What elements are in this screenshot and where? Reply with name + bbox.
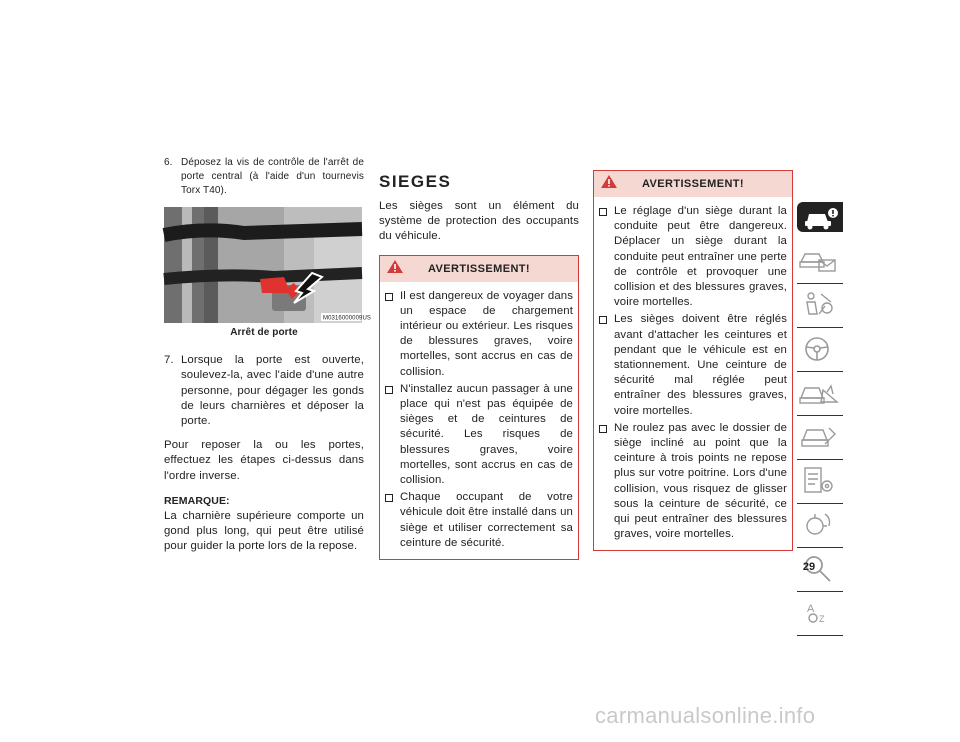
service-icon: [797, 416, 843, 458]
bullet-box-icon: [599, 316, 607, 324]
steering-wheel-icon: [797, 328, 843, 370]
warning-title: AVERTISSEMENT!: [428, 262, 530, 275]
warning-item-text: Il est dangereux de voyager dans un espace de chargement intérieur ou extérieur. Les risques de blessures graves, voire mortelles, sont accrus en cas de collision.: [400, 289, 573, 378]
collision-icon: [797, 372, 843, 414]
warning-box: [593, 170, 793, 551]
bullet-box-icon: [599, 208, 607, 216]
remark-text: La charnière supérieure comporte un gond plus long, qui peut être utilisé pour guider la porte lors de la repose.: [164, 510, 364, 553]
svg-text:A: A: [807, 603, 815, 615]
reinstall-paragraph: Pour reposer la ou les portes, effectuez les étapes ci-dessus dans l'ordre inverse.: [164, 439, 364, 482]
multimedia-icon: [797, 504, 843, 546]
warning-title: AVERTISSEMENT!: [642, 178, 744, 190]
warning-item: [385, 382, 573, 488]
warning-item-text: N'installez aucun passager à une place qui n'est pas équipée de sièges et de ceintures de sécurité. Les risques de blessures graves, voire mortelles, sont accrus en cas de collision.: [400, 382, 573, 487]
warning-list: [380, 282, 578, 559]
bullet-box-icon: [385, 293, 393, 301]
warning-item-text: Ne roulez pas avec le dossier de siège incliné au point que la ceinture à trois points ne repose plus sur votre poitrine. Lors d'une collision, vous risquez de glisser sous la ceinture de sécurité, ce qui peut entraîner des blessures graves, voire mortelles.: [614, 421, 787, 541]
airbag-icon: [797, 284, 843, 326]
warning-box: [379, 255, 579, 560]
tab-steering[interactable]: [797, 328, 843, 372]
step-6-number: 6.: [164, 157, 173, 168]
tab-collision[interactable]: [797, 372, 843, 416]
vehicle-info-icon: [797, 202, 843, 232]
door-stop-photo: [164, 207, 372, 323]
warning-item: [599, 204, 787, 310]
right-column: [593, 170, 793, 551]
door-stop-illustration: [164, 207, 372, 323]
tab-airbag[interactable]: [797, 284, 843, 328]
tab-messages[interactable]: [797, 240, 843, 284]
section-intro: Les sièges sont un élément du système de protection des occupants du véhicule.: [379, 200, 579, 243]
bullet-box-icon: [599, 425, 607, 433]
warning-header: [380, 256, 578, 282]
remark-title: REMARQUE:: [164, 494, 230, 507]
specifications-icon: [797, 460, 843, 502]
svg-text:Z: Z: [819, 614, 825, 624]
tab-service[interactable]: [797, 416, 843, 460]
tab-index[interactable]: [797, 592, 843, 636]
image-code: M0316000009US: [323, 315, 372, 322]
step-7-text: Lorsque la porte est ouverte, soulevez-la, avec l'aide d'une autre personne, pour dégager les gonds de leurs charnières et déposer la porte.: [181, 354, 364, 428]
warning-item-text: Le réglage d'un siège durant la conduite peut être dangereux. Déplacer un siège durant la conduite peut entraîner une perte de contrôle et provoquer une collision et des blessures graves, voire mortelles.: [614, 205, 787, 309]
warning-item-text: Les sièges doivent être réglés avant d'attacher les ceintures et pendant que le véhicule est en stationnement. Une ceinture de sécurité mal réglée peut entraîner des blessures graves, voire mortelles.: [614, 313, 787, 417]
bullet-box-icon: [385, 494, 393, 502]
index-icon: [797, 592, 843, 634]
tab-specifications[interactable]: [797, 460, 843, 504]
step-7-number: 7.: [164, 354, 174, 367]
tab-multimedia[interactable]: [797, 504, 843, 548]
warning-item: [385, 289, 573, 380]
watermark: carmanualsonline.info: [595, 703, 816, 728]
messages-icon: [797, 240, 843, 282]
step-7: [164, 353, 364, 429]
warning-list: [594, 197, 792, 550]
page-number: 29: [802, 561, 816, 573]
middle-column: [379, 170, 579, 560]
bullet-box-icon: [385, 386, 393, 394]
warning-item-text: Chaque occupant de votre véhicule doit être installé dans un siège et utiliser correctement sa ceinture de sécurité.: [400, 491, 573, 549]
left-column: [164, 156, 372, 565]
section-title: SIEGES: [379, 172, 452, 191]
tab-vehicle-info[interactable]: [797, 202, 843, 232]
warning-item: [599, 421, 787, 543]
step-6-text: Déposez la vis de contrôle de l'arrêt de porte central (à l'aide d'un tournevis Torx T40).: [181, 157, 364, 196]
warning-item: [599, 312, 787, 418]
photo-caption: Arrêt de porte: [230, 327, 298, 338]
warning-item: [385, 490, 573, 551]
step-6: [164, 156, 364, 198]
warning-header: [594, 171, 792, 197]
